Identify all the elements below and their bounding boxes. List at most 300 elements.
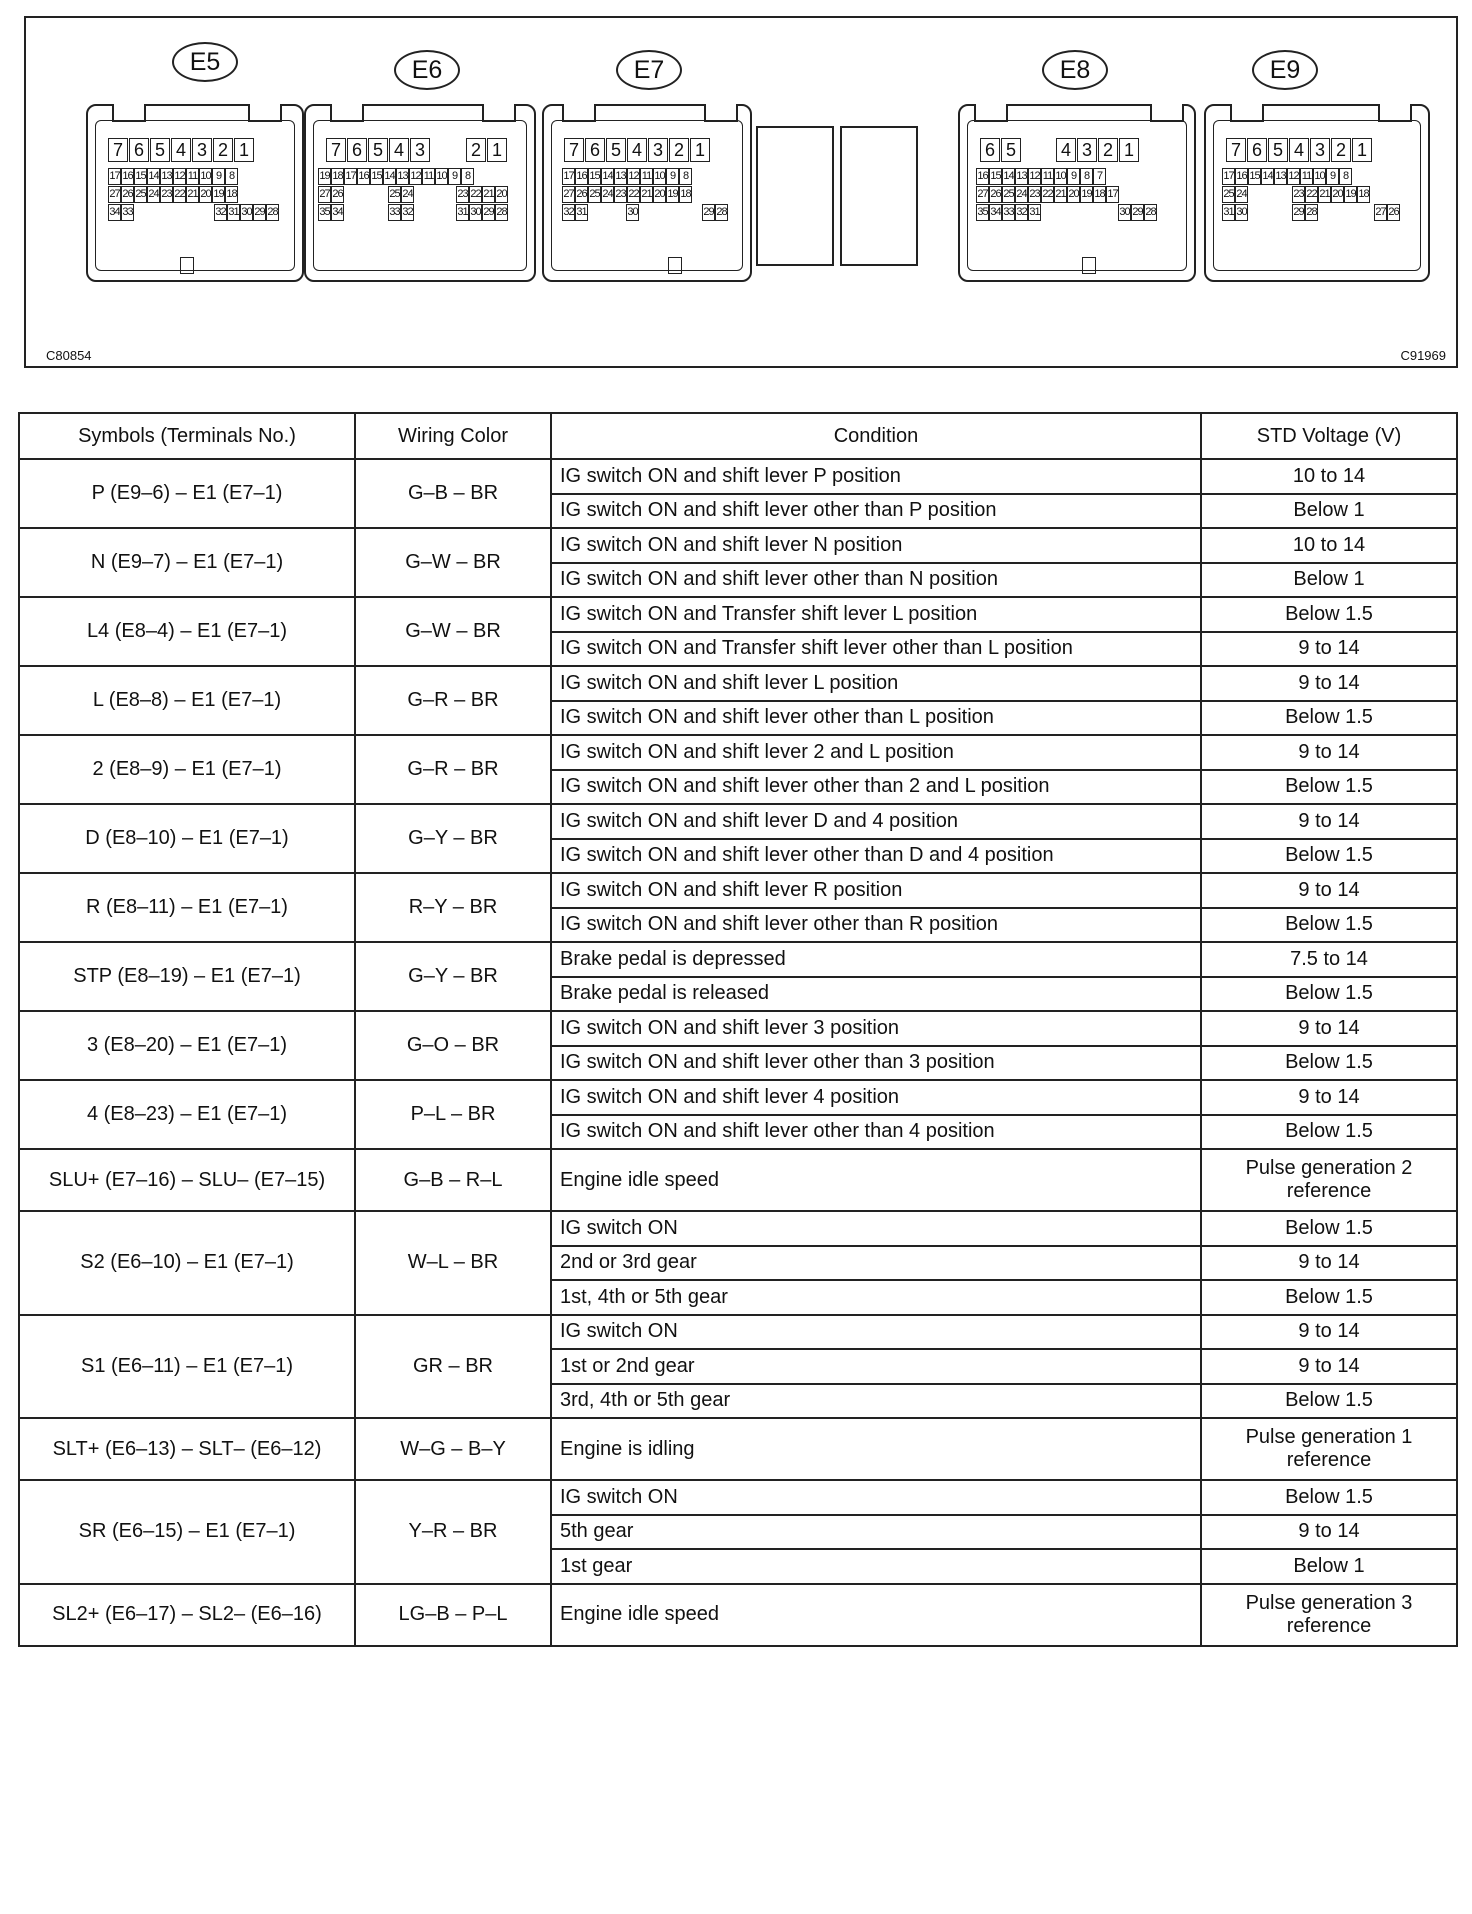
pin: 19 (212, 186, 225, 203)
pin: 23 (1292, 186, 1305, 203)
pin: 27 (976, 186, 989, 203)
pin: 14 (601, 168, 614, 185)
pin: 31 (227, 204, 240, 221)
pin: 2 (466, 138, 486, 162)
pin: 20 (199, 186, 212, 203)
pin: 17 (562, 168, 575, 185)
voltage-cell: 9 to 14 (1201, 632, 1457, 667)
pin: 26 (575, 186, 588, 203)
pin: 32 (214, 204, 227, 221)
pin: 23 (456, 186, 469, 203)
pin: 16 (121, 168, 134, 185)
wiring-color-cell: G–W – BR (355, 597, 551, 666)
condition-cell: IG switch ON and shift lever other than P position (551, 494, 1201, 529)
pin: 26 (121, 186, 134, 203)
blank-slot (756, 126, 834, 266)
table-row (19, 1584, 1457, 1646)
pin: 17 (1222, 168, 1235, 185)
connector-e9 (1204, 104, 1430, 282)
condition-cell: IG switch ON and shift lever D and 4 position (551, 804, 1201, 839)
symbol-cell: 2 (E8–9) – E1 (E7–1) (19, 735, 355, 804)
header-symbols: Symbols (Terminals No.) (19, 413, 355, 459)
pin: 9 (1326, 168, 1339, 185)
pin: 7 (1093, 168, 1106, 185)
pin: 19 (1080, 186, 1093, 203)
pin: 28 (1305, 204, 1318, 221)
pin: 22 (469, 186, 482, 203)
pin: 22 (173, 186, 186, 203)
table-row (19, 1418, 1457, 1480)
pin: 1 (1119, 138, 1139, 162)
condition-cell: IG switch ON and shift lever other than 2 and L position (551, 770, 1201, 805)
pin: 33 (1002, 204, 1015, 221)
wiring-color-cell: G–W – BR (355, 528, 551, 597)
pin: 6 (129, 138, 149, 162)
pin: 19 (1344, 186, 1357, 203)
pin: 4 (171, 138, 191, 162)
pin: 17 (108, 168, 121, 185)
condition-cell: IG switch ON and shift lever 3 position (551, 1011, 1201, 1046)
pin: 2 (1098, 138, 1118, 162)
pin: 22 (627, 186, 640, 203)
pin: 14 (1002, 168, 1015, 185)
pin: 25 (388, 186, 401, 203)
pin: 15 (370, 168, 383, 185)
pin: 18 (1093, 186, 1106, 203)
pin: 10 (653, 168, 666, 185)
voltage-cell: 9 to 14 (1201, 666, 1457, 701)
connector-e5 (86, 104, 304, 282)
pin: 11 (1300, 168, 1313, 185)
pin: 25 (588, 186, 601, 203)
pin: 23 (614, 186, 627, 203)
condition-cell: 1st, 4th or 5th gear (551, 1280, 1201, 1315)
wiring-color-cell: G–Y – BR (355, 942, 551, 1011)
symbol-cell: 4 (E8–23) – E1 (E7–1) (19, 1080, 355, 1149)
table-row (19, 1149, 1457, 1211)
condition-cell: IG switch ON (551, 1211, 1201, 1246)
connector-label-e7: E7 (616, 50, 682, 90)
pin: 29 (482, 204, 495, 221)
wiring-color-cell: R–Y – BR (355, 873, 551, 942)
pin: 27 (562, 186, 575, 203)
voltage-cell: 9 to 14 (1201, 873, 1457, 908)
pin: 15 (1248, 168, 1261, 185)
condition-cell: IG switch ON and Transfer shift lever L position (551, 597, 1201, 632)
pin: 20 (653, 186, 666, 203)
header-std-voltage: STD Voltage (V) (1201, 413, 1457, 459)
symbol-cell: SLU+ (E7–16) – SLU– (E7–15) (19, 1149, 355, 1211)
pin: 13 (614, 168, 627, 185)
pin: 29 (702, 204, 715, 221)
wiring-color-cell: G–R – BR (355, 735, 551, 804)
pin: 34 (989, 204, 1002, 221)
condition-cell: 3rd, 4th or 5th gear (551, 1384, 1201, 1419)
figure-ref-left: C80854 (46, 348, 92, 363)
pin: 12 (627, 168, 640, 185)
voltage-cell: Pulse generation 2 reference (1201, 1149, 1457, 1211)
table-row (19, 1315, 1457, 1350)
voltage-cell: Below 1 (1201, 494, 1457, 529)
pin: 9 (212, 168, 225, 185)
pin: 21 (1318, 186, 1331, 203)
symbol-cell: SLT+ (E6–13) – SLT– (E6–12) (19, 1418, 355, 1480)
pin: 2 (669, 138, 689, 162)
pin: 4 (1056, 138, 1076, 162)
pin: 9 (666, 168, 679, 185)
symbol-cell: SL2+ (E6–17) – SL2– (E6–16) (19, 1584, 355, 1646)
wiring-color-cell: G–Y – BR (355, 804, 551, 873)
voltage-cell: 9 to 14 (1201, 1080, 1457, 1115)
condition-cell: IG switch ON and shift lever other than R position (551, 908, 1201, 943)
symbol-cell: L4 (E8–4) – E1 (E7–1) (19, 597, 355, 666)
pin: 2 (213, 138, 233, 162)
pin: 14 (383, 168, 396, 185)
pin: 3 (648, 138, 668, 162)
symbol-cell: S2 (E6–10) – E1 (E7–1) (19, 1211, 355, 1315)
pin: 16 (357, 168, 370, 185)
symbol-cell: D (E8–10) – E1 (E7–1) (19, 804, 355, 873)
pin: 16 (976, 168, 989, 185)
pin: 25 (134, 186, 147, 203)
pin: 12 (1028, 168, 1041, 185)
table-row (19, 666, 1457, 701)
voltage-cell: Below 1.5 (1201, 1046, 1457, 1081)
pin: 21 (640, 186, 653, 203)
condition-cell: IG switch ON and shift lever R position (551, 873, 1201, 908)
pin: 5 (1001, 138, 1021, 162)
table-header-row (19, 413, 1457, 459)
symbol-cell: P (E9–6) – E1 (E7–1) (19, 459, 355, 528)
pin: 13 (1274, 168, 1287, 185)
voltage-cell: Pulse generation 3 reference (1201, 1584, 1457, 1646)
pin: 10 (1054, 168, 1067, 185)
pin: 7 (108, 138, 128, 162)
voltage-cell: Below 1.5 (1201, 1480, 1457, 1515)
pin: 20 (1067, 186, 1080, 203)
pin: 3 (192, 138, 212, 162)
pin: 26 (989, 186, 1002, 203)
connector-label-e9: E9 (1252, 50, 1318, 90)
connector-e7 (542, 104, 752, 282)
table-row (19, 459, 1457, 494)
voltage-cell: Below 1.5 (1201, 701, 1457, 736)
connector-e6 (304, 104, 536, 282)
condition-cell: 5th gear (551, 1515, 1201, 1550)
condition-cell: 1st or 2nd gear (551, 1349, 1201, 1384)
pin: 28 (715, 204, 728, 221)
pin: 6 (585, 138, 605, 162)
pin: 5 (150, 138, 170, 162)
pin: 1 (690, 138, 710, 162)
symbol-cell: R (E8–11) – E1 (E7–1) (19, 873, 355, 942)
pin: 12 (173, 168, 186, 185)
condition-cell: Engine idle speed (551, 1584, 1201, 1646)
pin: 18 (1357, 186, 1370, 203)
header-wiring-color: Wiring Color (355, 413, 551, 459)
figure-ref-right: C91969 (1400, 348, 1446, 363)
pin: 15 (989, 168, 1002, 185)
pin: 16 (1235, 168, 1248, 185)
pin: 27 (1374, 204, 1387, 221)
table-row (19, 528, 1457, 563)
condition-cell: IG switch ON and shift lever L position (551, 666, 1201, 701)
pin: 1 (487, 138, 507, 162)
pin: 13 (160, 168, 173, 185)
pin: 29 (1131, 204, 1144, 221)
pin: 1 (1352, 138, 1372, 162)
voltage-cell: 10 to 14 (1201, 528, 1457, 563)
condition-cell: IG switch ON and shift lever other than 4 position (551, 1115, 1201, 1150)
condition-cell: IG switch ON and shift lever N position (551, 528, 1201, 563)
symbol-cell: STP (E8–19) – E1 (E7–1) (19, 942, 355, 1011)
pin: 14 (1261, 168, 1274, 185)
pin: 20 (1331, 186, 1344, 203)
pin: 31 (1222, 204, 1235, 221)
voltage-cell: Below 1 (1201, 563, 1457, 598)
pin: 35 (976, 204, 989, 221)
pin: 23 (1028, 186, 1041, 203)
pin: 30 (469, 204, 482, 221)
wiring-color-cell: G–B – R–L (355, 1149, 551, 1211)
table-row (19, 1080, 1457, 1115)
pin: 15 (134, 168, 147, 185)
voltage-cell: 9 to 14 (1201, 735, 1457, 770)
pin: 9 (448, 168, 461, 185)
table-row (19, 1011, 1457, 1046)
pin: 3 (1310, 138, 1330, 162)
pin: 30 (1235, 204, 1248, 221)
pin: 6 (1247, 138, 1267, 162)
pin: 5 (368, 138, 388, 162)
pin: 32 (401, 204, 414, 221)
pin: 31 (456, 204, 469, 221)
pin: 14 (147, 168, 160, 185)
pin: 11 (422, 168, 435, 185)
pin: 1 (234, 138, 254, 162)
wiring-color-cell: Y–R – BR (355, 1480, 551, 1584)
pin: 5 (606, 138, 626, 162)
pin: 10 (1313, 168, 1326, 185)
pin: 8 (1339, 168, 1352, 185)
wiring-color-cell: GR – BR (355, 1315, 551, 1419)
wiring-color-cell: W–L – BR (355, 1211, 551, 1315)
pin: 24 (401, 186, 414, 203)
pin: 20 (495, 186, 508, 203)
symbol-cell: L (E8–8) – E1 (E7–1) (19, 666, 355, 735)
pin: 17 (344, 168, 357, 185)
wiring-color-cell: P–L – BR (355, 1080, 551, 1149)
connector-label-e5: E5 (172, 42, 238, 82)
pin: 17 (1106, 186, 1119, 203)
pin: 7 (326, 138, 346, 162)
condition-cell: IG switch ON and shift lever other than L position (551, 701, 1201, 736)
voltage-cell: Below 1.5 (1201, 1115, 1457, 1150)
voltage-cell: Below 1.5 (1201, 908, 1457, 943)
voltage-cell: Below 1 (1201, 1549, 1457, 1584)
pin: 10 (435, 168, 448, 185)
pin: 29 (253, 204, 266, 221)
voltage-cell: Below 1.5 (1201, 1211, 1457, 1246)
pin: 6 (980, 138, 1000, 162)
pin: 12 (1287, 168, 1300, 185)
wiring-color-cell: G–R – BR (355, 666, 551, 735)
condition-cell: IG switch ON and shift lever P position (551, 459, 1201, 494)
pin: 21 (482, 186, 495, 203)
pin: 8 (461, 168, 474, 185)
pin: 11 (186, 168, 199, 185)
pin: 13 (396, 168, 409, 185)
voltage-cell: Below 1.5 (1201, 770, 1457, 805)
condition-cell: IG switch ON (551, 1480, 1201, 1515)
pin: 13 (1015, 168, 1028, 185)
pin: 11 (1041, 168, 1054, 185)
voltage-cell: 10 to 14 (1201, 459, 1457, 494)
connector-diagram (24, 16, 1458, 368)
pin: 18 (679, 186, 692, 203)
blank-slot (840, 126, 918, 266)
pin: 30 (1118, 204, 1131, 221)
pin: 5 (1268, 138, 1288, 162)
pin: 35 (318, 204, 331, 221)
voltage-cell: 9 to 14 (1201, 804, 1457, 839)
pin: 3 (410, 138, 430, 162)
pin: 26 (331, 186, 344, 203)
table-row (19, 942, 1457, 977)
table-row (19, 804, 1457, 839)
pin: 24 (1235, 186, 1248, 203)
condition-cell: IG switch ON and shift lever 4 position (551, 1080, 1201, 1115)
pin: 28 (495, 204, 508, 221)
pin: 32 (562, 204, 575, 221)
condition-cell: Brake pedal is released (551, 977, 1201, 1012)
connector-label-e6: E6 (394, 50, 460, 90)
table-row (19, 1480, 1457, 1515)
pin: 22 (1041, 186, 1054, 203)
pin: 21 (1054, 186, 1067, 203)
pin: 31 (1028, 204, 1041, 221)
pin: 11 (640, 168, 653, 185)
voltage-cell: 9 to 14 (1201, 1011, 1457, 1046)
pin: 2 (1331, 138, 1351, 162)
pin: 34 (108, 204, 121, 221)
pin: 24 (1015, 186, 1028, 203)
pin: 30 (626, 204, 639, 221)
pin: 8 (679, 168, 692, 185)
pin: 24 (601, 186, 614, 203)
pin: 6 (347, 138, 367, 162)
condition-cell: Engine idle speed (551, 1149, 1201, 1211)
voltage-table (18, 412, 1458, 1647)
condition-cell: IG switch ON and shift lever other than D and 4 position (551, 839, 1201, 874)
pin: 30 (240, 204, 253, 221)
condition-cell: IG switch ON and shift lever other than N position (551, 563, 1201, 598)
voltage-cell: 9 to 14 (1201, 1515, 1457, 1550)
condition-cell: IG switch ON (551, 1315, 1201, 1350)
connector-e8 (958, 104, 1196, 282)
pin: 8 (1080, 168, 1093, 185)
condition-cell: IG switch ON and shift lever other than 3 position (551, 1046, 1201, 1081)
pin: 4 (389, 138, 409, 162)
voltage-cell: 9 to 14 (1201, 1246, 1457, 1281)
condition-cell: 1st gear (551, 1549, 1201, 1584)
pin: 19 (318, 168, 331, 185)
pin: 31 (575, 204, 588, 221)
header-condition: Condition (551, 413, 1201, 459)
voltage-cell: Below 1.5 (1201, 1384, 1457, 1419)
pin: 34 (331, 204, 344, 221)
pin: 27 (318, 186, 331, 203)
pin: 3 (1077, 138, 1097, 162)
symbol-cell: SR (E6–15) – E1 (E7–1) (19, 1480, 355, 1584)
pin: 23 (160, 186, 173, 203)
symbol-cell: S1 (E6–11) – E1 (E7–1) (19, 1315, 355, 1419)
pin: 18 (225, 186, 238, 203)
voltage-cell: Below 1.5 (1201, 977, 1457, 1012)
voltage-cell: 9 to 14 (1201, 1315, 1457, 1350)
pin: 33 (121, 204, 134, 221)
pin: 9 (1067, 168, 1080, 185)
voltage-cell: 7.5 to 14 (1201, 942, 1457, 977)
pin: 21 (186, 186, 199, 203)
pin: 4 (627, 138, 647, 162)
voltage-cell: Pulse generation 1 reference (1201, 1418, 1457, 1480)
table-row (19, 597, 1457, 632)
voltage-cell: Below 1.5 (1201, 839, 1457, 874)
voltage-cell: Below 1.5 (1201, 1280, 1457, 1315)
condition-cell: Engine is idling (551, 1418, 1201, 1480)
pin: 16 (575, 168, 588, 185)
connector-label-e8: E8 (1042, 50, 1108, 90)
condition-cell: IG switch ON and shift lever 2 and L position (551, 735, 1201, 770)
pin: 32 (1015, 204, 1028, 221)
pin: 10 (199, 168, 212, 185)
condition-cell: IG switch ON and Transfer shift lever other than L position (551, 632, 1201, 667)
pin: 18 (331, 168, 344, 185)
voltage-cell: Below 1.5 (1201, 597, 1457, 632)
table-row (19, 735, 1457, 770)
pin: 29 (1292, 204, 1305, 221)
pin: 26 (1387, 204, 1400, 221)
condition-cell: 2nd or 3rd gear (551, 1246, 1201, 1281)
table-row (19, 1211, 1457, 1246)
pin: 27 (108, 186, 121, 203)
pin: 28 (266, 204, 279, 221)
pin: 33 (388, 204, 401, 221)
pin: 22 (1305, 186, 1318, 203)
wiring-color-cell: W–G – B–Y (355, 1418, 551, 1480)
pin: 19 (666, 186, 679, 203)
pin: 12 (409, 168, 422, 185)
pin: 7 (564, 138, 584, 162)
pin: 15 (588, 168, 601, 185)
pin: 4 (1289, 138, 1309, 162)
wiring-color-cell: G–B – BR (355, 459, 551, 528)
symbol-cell: 3 (E8–20) – E1 (E7–1) (19, 1011, 355, 1080)
pin: 7 (1226, 138, 1246, 162)
pin: 28 (1144, 204, 1157, 221)
condition-cell: Brake pedal is depressed (551, 942, 1201, 977)
wiring-color-cell: G–O – BR (355, 1011, 551, 1080)
pin: 25 (1222, 186, 1235, 203)
table-row (19, 873, 1457, 908)
wiring-color-cell: LG–B – P–L (355, 1584, 551, 1646)
symbol-cell: N (E9–7) – E1 (E7–1) (19, 528, 355, 597)
voltage-cell: 9 to 14 (1201, 1349, 1457, 1384)
pin: 25 (1002, 186, 1015, 203)
pin: 8 (225, 168, 238, 185)
pin: 24 (147, 186, 160, 203)
